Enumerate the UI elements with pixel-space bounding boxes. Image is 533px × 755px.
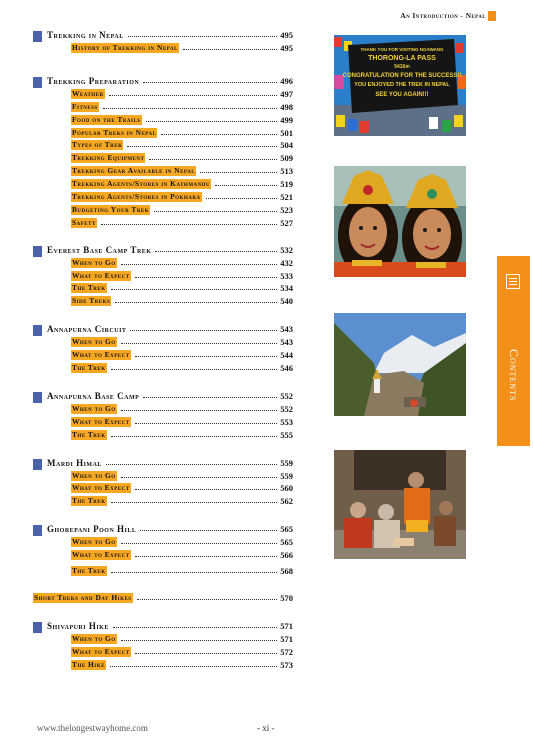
photo-sadhus <box>334 450 466 559</box>
subsection-title: When to Go <box>72 470 116 480</box>
section-bullet <box>33 325 42 336</box>
page-number: 565 <box>280 537 293 548</box>
leader-dots <box>146 121 278 122</box>
page-number: 495 <box>280 30 293 40</box>
leader-dots <box>113 627 277 628</box>
leader-dots <box>109 95 278 96</box>
toc-subsection[interactable] <box>33 102 293 115</box>
page-number: 533 <box>280 270 293 281</box>
page-number: 519 <box>280 179 293 190</box>
sign-line-3: 5416m <box>394 64 410 70</box>
subsection-title: The Trek <box>72 429 106 439</box>
leader-dots <box>121 543 278 544</box>
leader-dots <box>111 502 278 503</box>
leader-dots <box>110 666 277 667</box>
page-number: 501 <box>280 127 293 138</box>
leader-dots <box>137 599 278 600</box>
subsection-title: Trekking Agents/Stores in Pokhara <box>72 192 201 202</box>
subsection-title: Safety <box>72 217 97 227</box>
document-icon <box>506 274 520 289</box>
toc-subsection[interactable] <box>33 218 293 231</box>
subsection-title: Trekking Agents/Stores in Kathmandu <box>72 179 210 189</box>
toc-section[interactable] <box>33 458 293 471</box>
section-title: Trekking Preparation <box>47 75 140 86</box>
subsection-title: The Trek <box>72 496 106 506</box>
section-title: Everest Base Camp Trek <box>47 244 152 255</box>
page-number: 532 <box>280 244 293 255</box>
subsection-title: Side Treks <box>72 296 111 306</box>
toc-subsection[interactable] <box>33 271 293 284</box>
page-number: 534 <box>280 283 293 294</box>
subsection-title: What to Expect <box>72 416 130 426</box>
leader-dots <box>149 159 277 160</box>
toc-subsection[interactable] <box>33 471 293 484</box>
leader-dots <box>111 289 278 290</box>
leader-dots <box>128 36 278 37</box>
leader-dots <box>161 134 277 135</box>
toc-subsection[interactable] <box>33 350 293 363</box>
leader-dots <box>135 556 278 557</box>
page-number: 521 <box>280 192 293 203</box>
page-number: 559 <box>280 470 293 481</box>
page-number: 568 <box>280 566 293 577</box>
footer-website[interactable]: www.thelongestwayhome.com <box>37 723 148 733</box>
subsection-title: What to Expect <box>72 646 130 656</box>
sign-line-2: THORONG-LA PASS <box>368 55 436 62</box>
page-number: 497 <box>280 88 293 99</box>
page-number: 571 <box>280 621 293 632</box>
toc-subsection[interactable] <box>33 563 293 579</box>
toc-section[interactable] <box>33 245 293 258</box>
leader-dots <box>106 464 277 465</box>
subsection-title: Fitness <box>72 101 98 111</box>
toc-subsection[interactable] <box>33 337 293 350</box>
page-number: 543 <box>280 324 293 335</box>
leader-dots <box>206 198 278 199</box>
subsection-title: When to Go <box>72 634 116 644</box>
table-of-contents <box>33 30 293 673</box>
leader-dots <box>183 49 277 50</box>
toc-subsection[interactable] <box>33 296 293 309</box>
section-bullet <box>33 246 42 257</box>
page-number: 432 <box>280 257 293 268</box>
section-title: Ghorepani Poon Hill <box>47 524 137 535</box>
toc-section[interactable] <box>33 30 293 43</box>
page-number: 495 <box>280 43 293 53</box>
section-bullet <box>33 459 42 470</box>
subsection-title: The Hike <box>72 659 105 669</box>
section-title: Shivapuri Hike <box>47 621 109 632</box>
section-bullet <box>33 622 42 633</box>
page-number: 499 <box>280 114 293 125</box>
page-number: 498 <box>280 101 293 112</box>
page-number: 527 <box>280 217 293 228</box>
toc-subsection[interactable] <box>33 430 293 443</box>
page-number: 496 <box>280 75 293 86</box>
side-tab-label: Contents <box>507 349 521 402</box>
section-bullet <box>33 525 42 536</box>
page-number: 543 <box>280 337 293 348</box>
toc-subsection[interactable] <box>33 550 293 563</box>
toc-subsection[interactable] <box>33 179 293 192</box>
leader-dots <box>121 410 278 411</box>
toc-short-treks[interactable] <box>33 593 293 606</box>
section-title: Trekking in Nepal <box>47 30 124 40</box>
subsection-title: Types of Trek <box>72 140 123 150</box>
page-number: 523 <box>280 204 293 215</box>
page-number: 504 <box>280 140 293 151</box>
running-header: An Introduction - Nepal <box>400 11 486 20</box>
sign-line-5: YOU ENJOYED THE TREK IN NEPAL <box>354 82 450 88</box>
toc-subsection[interactable] <box>33 660 293 673</box>
toc-section[interactable] <box>33 524 293 537</box>
header-chapter: An Introduction <box>400 11 459 20</box>
subsection-title: Food on the Trails <box>72 114 141 124</box>
photo-thorong-la-sign <box>334 35 466 136</box>
photo-festival-girls <box>334 166 466 277</box>
page-number: 544 <box>280 350 293 361</box>
subsection-title: The Trek <box>72 283 106 293</box>
page-number: 509 <box>280 153 293 164</box>
toc-subsection[interactable] <box>33 192 293 205</box>
subsection-title: Trekking Gear Available in Nepal <box>72 166 196 176</box>
page-number: 572 <box>280 646 293 657</box>
leader-dots <box>140 530 277 531</box>
leader-dots <box>135 653 278 654</box>
section-title: Mardi Himal <box>47 457 102 468</box>
sign-line-1: THANK YOU FOR VISITING NGAWANG <box>360 47 444 52</box>
page-number: 552 <box>280 403 293 414</box>
footer-page-number: - xi - <box>257 723 275 733</box>
toc-subsection[interactable] <box>33 537 293 550</box>
leader-dots <box>127 146 277 147</box>
section-title: Annapurna Base Camp <box>47 390 140 401</box>
toc-subsection[interactable] <box>33 496 293 509</box>
subsection-title: Budgeting Your Trek <box>72 204 150 214</box>
toc-subsection[interactable] <box>33 205 293 218</box>
section-title: Annapurna Circuit <box>47 324 127 335</box>
subsection-title: Weather <box>72 88 104 98</box>
subsection-title: What to Expect <box>72 270 130 280</box>
header-marker <box>488 11 496 21</box>
leader-dots <box>121 477 278 478</box>
toc-subsection[interactable] <box>33 43 293 56</box>
photo-mountain-valley <box>334 313 466 416</box>
leader-dots <box>111 436 278 437</box>
toc-subsection[interactable] <box>33 89 293 102</box>
leader-dots <box>215 185 277 186</box>
subsection-title: The Trek <box>72 363 106 373</box>
page-number: 555 <box>280 429 293 440</box>
sign-line-6: SEE YOU AGAIN!!! <box>375 92 429 98</box>
leader-dots <box>115 302 277 303</box>
toc-subsection[interactable] <box>33 283 293 296</box>
toc-section[interactable] <box>33 391 293 404</box>
subsection-title: The Trek <box>72 566 106 576</box>
leader-dots <box>121 640 278 641</box>
leader-dots <box>121 343 278 344</box>
toc-subsection[interactable] <box>33 483 293 496</box>
subsection-title: What to Expect <box>72 483 130 493</box>
toc-subsection[interactable] <box>33 647 293 660</box>
leader-dots <box>135 277 278 278</box>
subsection-title: When to Go <box>72 537 116 547</box>
section-bullet <box>33 392 42 403</box>
leader-dots <box>155 251 277 252</box>
toc-subsection[interactable] <box>33 417 293 430</box>
page-number: 570 <box>280 593 293 604</box>
page-number: 540 <box>280 296 293 307</box>
section-bullet <box>33 31 42 42</box>
page-number: 573 <box>280 659 293 670</box>
leader-dots <box>135 356 278 357</box>
toc-subsection[interactable] <box>33 153 293 166</box>
leader-dots <box>101 224 277 225</box>
toc-subsection[interactable] <box>33 363 293 376</box>
toc-section[interactable] <box>33 76 293 89</box>
subsection-title: History of Trekking in Nepal <box>72 43 178 52</box>
leader-dots <box>111 369 278 370</box>
short-treks-title: Short Treks and Day Hikes <box>34 593 132 603</box>
toc-subsection[interactable] <box>33 115 293 128</box>
page-number: 566 <box>280 550 293 561</box>
leader-dots <box>143 82 277 83</box>
toc-subsection[interactable] <box>33 166 293 179</box>
page-number: 559 <box>280 457 293 468</box>
section-bullet <box>33 77 42 88</box>
page-number: 565 <box>280 524 293 535</box>
toc-section[interactable] <box>33 621 293 634</box>
subsection-title: Trekking Equipment <box>72 153 145 163</box>
toc-subsection[interactable] <box>33 634 293 647</box>
toc-subsection[interactable] <box>33 140 293 153</box>
toc-subsection[interactable] <box>33 128 293 141</box>
page-number: 571 <box>280 634 293 645</box>
contents-side-tab[interactable] <box>497 256 530 446</box>
subsection-title: What to Expect <box>72 550 130 560</box>
leader-dots <box>200 172 277 173</box>
page-number: 552 <box>280 390 293 401</box>
subsection-title: When to Go <box>72 337 116 347</box>
page-number: 553 <box>280 416 293 427</box>
leader-dots <box>135 489 278 490</box>
page-number: 560 <box>280 483 293 494</box>
subsection-title: Popular Treks in Nepal <box>72 127 157 137</box>
leader-dots <box>111 572 278 573</box>
leader-dots <box>103 108 277 109</box>
toc-subsection[interactable] <box>33 404 293 417</box>
page-number: 562 <box>280 496 293 507</box>
sign-line-4: CONGRATULATION FOR THE SUCCESS!! <box>342 73 462 79</box>
subsection-title: What to Expect <box>72 350 130 360</box>
subsection-title: When to Go <box>72 257 116 267</box>
header-country: Nepal <box>465 11 486 20</box>
toc-section[interactable] <box>33 324 293 337</box>
toc-subsection[interactable] <box>33 258 293 271</box>
leader-dots <box>135 423 278 424</box>
leader-dots <box>143 397 277 398</box>
subsection-title: When to Go <box>72 403 116 413</box>
page-number: 546 <box>280 363 293 374</box>
leader-dots <box>154 211 277 212</box>
leader-dots <box>121 264 278 265</box>
leader-dots <box>130 330 277 331</box>
page-number: 513 <box>280 166 293 177</box>
